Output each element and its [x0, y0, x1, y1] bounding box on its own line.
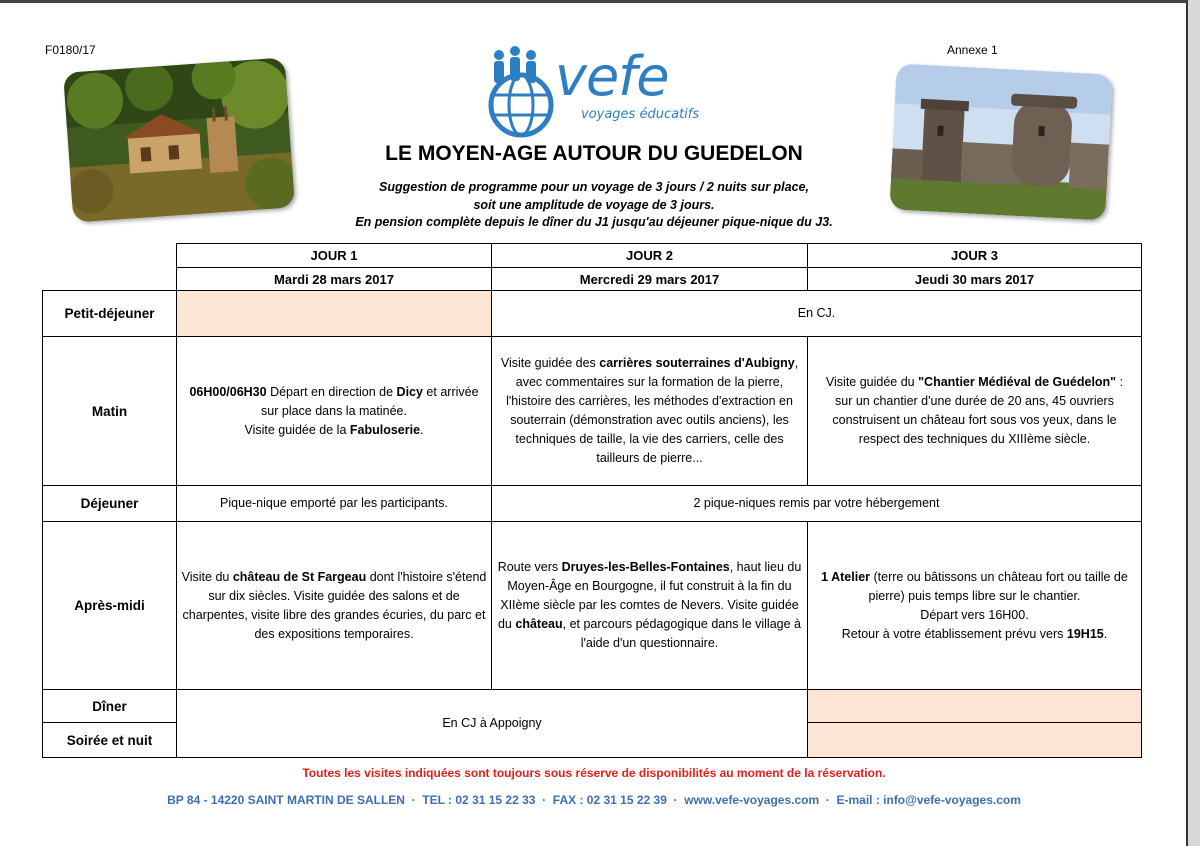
text-run: Départ vers 16H00.	[920, 607, 1029, 622]
text-run: .	[1103, 626, 1108, 641]
morning-day-3-cell	[807, 336, 1142, 486]
bold-text: carrières souterraines d'Aubigny	[599, 356, 795, 370]
text-run: , et parcours pédagogique dans le village à l'aide d'un questionnaire.	[562, 617, 801, 650]
day-1-header: JOUR 1	[176, 243, 492, 268]
row-label-breakfast: Petit-déjeuner	[42, 290, 177, 337]
morning-day-1-cell	[176, 336, 492, 486]
paragraph	[181, 568, 487, 644]
paragraph	[181, 383, 487, 421]
bold-text: 1 Atelier	[821, 569, 871, 584]
logo-wordmark: vefe	[555, 45, 669, 108]
morning-day-1-text	[181, 383, 487, 440]
text-run: (terre ou bâtissons un château fort ou taille de pierre) puis temps libre sur le chantier.	[868, 569, 1128, 603]
bold-text: Dicy	[396, 384, 423, 399]
subtitle-line: En pension complète depuis le dîner du J1 jusqu'au déjeuner pique-nique du J3.	[355, 215, 833, 229]
afternoon-day-1-text	[181, 568, 487, 644]
dinner-evening-day-1-2-cell: En CJ à Appoigny	[176, 689, 808, 758]
text-run: : sur un chantier d'une durée de 20 ans, 45 ouvriers construisent un château fort sous vos yeux, dans le respect des techniques du XIIIème siècle.	[832, 375, 1124, 446]
text-run: Visite guidée des	[500, 356, 600, 370]
row-label-afternoon: Après-midi	[42, 521, 177, 690]
breakfast-day-1-cell	[176, 290, 492, 337]
text-run: Visite guidée de la	[244, 422, 350, 437]
afternoon-day-2-cell	[491, 521, 808, 690]
text-run: dont l'histoire s'étend sur dix siècles. Visite guidée des salons et de charpentes, visite libre des grandes écuries, du parc et des expositions temporaires.	[182, 569, 487, 641]
paragraph	[181, 421, 487, 440]
annex-label: Annexe 1	[947, 43, 998, 57]
document-reference: F0180/17	[45, 43, 96, 57]
paragraph	[816, 625, 1133, 644]
contact-footer: BP 84 - 14220 SAINT MARTIN DE SALLEN · TEL : 02 31 15 22 33 · FAX : 02 31 15 22 39 · www.vefe-voyages.com · E-mail : info@vefe-voyages.com	[167, 793, 1021, 807]
text-run: Retour à votre établissement prévu vers	[841, 626, 1067, 641]
page-title: LE MOYEN-AGE AUTOUR DU GUEDELON	[385, 142, 803, 165]
evening-day-3-cell	[807, 722, 1142, 758]
text-run: .	[420, 422, 424, 437]
availability-disclaimer: Toutes les visites indiquées sont toujours sous réserve de disponibilités au moment de la réservation.	[302, 766, 886, 780]
subtitle-line: soit une amplitude de voyage de 3 jours.	[473, 197, 715, 212]
morning-day-3-text	[818, 373, 1131, 449]
paragraph	[816, 606, 1133, 625]
morning-day-2-text	[496, 354, 803, 468]
text-run: Visite guidée du	[825, 375, 919, 389]
vefe-logo	[485, 45, 700, 141]
dinner-day-3-cell	[807, 689, 1142, 723]
row-label-evening: Soirée et nuit	[42, 722, 177, 758]
program-subtitle	[0, 179, 1188, 232]
bold-text: "Chantier Médiéval de Guédelon"	[918, 375, 1117, 389]
bold-text: 19H15	[1066, 626, 1104, 641]
bold-text: Druyes-les-Belles-Fontaines	[561, 560, 730, 574]
afternoon-day-3-text	[816, 568, 1133, 644]
row-label-lunch: Déjeuner	[42, 485, 177, 522]
text-run: Visite du	[181, 569, 233, 584]
logo-tagline: voyages éducatifs	[581, 107, 700, 122]
day-2-header: JOUR 2	[491, 243, 808, 268]
paragraph	[818, 373, 1131, 449]
text-run: Route vers	[497, 560, 562, 574]
afternoon-day-2-text	[496, 558, 803, 653]
subtitle-line: Suggestion de programme pour un voyage de 3 jours / 2 nuits sur place,	[379, 180, 809, 194]
bold-text: château de St Fargeau	[232, 569, 367, 584]
afternoon-day-3-cell	[807, 521, 1142, 690]
breakfast-day-2-3-cell: En CJ.	[491, 290, 1142, 337]
globe-people-icon	[485, 45, 565, 141]
bold-text: Fabuloserie	[349, 422, 421, 437]
text-run: Départ en direction de	[266, 384, 397, 399]
lunch-day-2-3-cell: 2 pique-niques remis par votre hébergement	[491, 485, 1142, 522]
afternoon-day-1-cell	[176, 521, 492, 690]
text-run: , haut lieu du Moyen-Âge en Bourgogne, il fut construit à la fin du XIIème siècle par les comtes de Nevers. Visite guidée du	[497, 560, 802, 631]
row-label-morning: Matin	[42, 336, 177, 486]
day-3-date: Jeudi 30 mars 2017	[807, 267, 1142, 291]
paragraph	[496, 354, 803, 468]
row-label-dinner: Dîner	[42, 689, 177, 723]
text-run: et arrivée sur place dans la matinée.	[261, 384, 479, 418]
day-2-date: Mercredi 29 mars 2017	[491, 267, 808, 291]
day-3-header: JOUR 3	[807, 243, 1142, 268]
bold-text: 06H00/06H30	[189, 384, 267, 399]
paragraph	[816, 568, 1133, 606]
morning-day-2-cell	[491, 336, 808, 486]
text-run: , avec commentaires sur la formation de la pierre, l'histoire des carrières, les méthodes d'extraction en souterrain (démonstration avec outils anciens), les techniques de taille, la vie des carriers, celle des tailleurs de pierre...	[506, 356, 799, 465]
bold-text: château	[515, 617, 563, 631]
paragraph	[496, 558, 803, 653]
lunch-day-1-cell: Pique-nique emporté par les participants.	[176, 485, 492, 522]
day-1-date: Mardi 28 mars 2017	[176, 267, 492, 291]
